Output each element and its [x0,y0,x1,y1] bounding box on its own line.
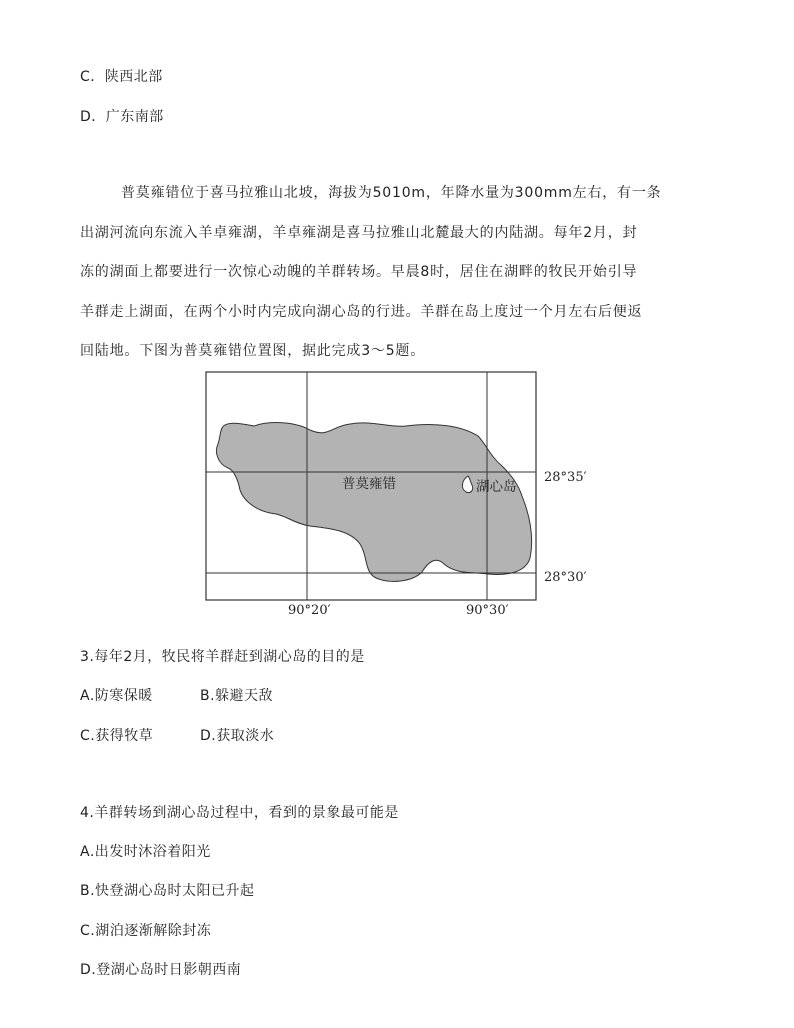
lake-label: 普莫雍错 [342,476,396,492]
question-4-option-d[interactable]: D.登湖心岛时日影朝西南 [80,962,242,978]
question-4-stem: 4.羊群转场到湖心岛过程中，看到的景象最可能是 [80,805,399,821]
longitude-label-90-30: 90°30′ [466,603,509,618]
longitude-label-90-20: 90°20′ [288,603,331,618]
passage [80,180,720,378]
question-3-options-row-1 [80,685,273,705]
passage-line-3: 冻的湖面上都要进行一次惊心动魄的羊群转场。早晨8时，居住在湖畔的牧民开始引导 [80,264,638,280]
question-4-option-c[interactable]: C.湖泊逐渐解除封冻 [80,923,212,939]
question-3-option-c[interactable]: C.获得牧草 [80,728,154,744]
passage-line-1: 普莫雍错位于喜马拉雅山北坡，海拔为5010m，年降水量为300mm左右，有一条 [121,185,662,201]
location-map [200,366,587,620]
latitude-label-28-30: 28°30′ [544,570,587,585]
question-3-options-row-2 [80,725,274,745]
passage-line-5: 回陆地。下图为普莫雍错位置图，据此完成3～5题。 [80,343,426,359]
question-3-option-b[interactable]: B.躲避天敌 [200,688,274,704]
option-d: D．广东南部 [80,109,164,125]
lake-shape [216,423,531,582]
question-3-option-d[interactable]: D.获取淡水 [200,728,275,744]
question-4-option-a[interactable]: A.出发时沐浴着阳光 [80,844,211,860]
passage-line-2: 出湖河流向东流入羊卓雍湖，羊卓雍湖是喜马拉雅山北麓最大的内陆湖。每年2月，封 [80,224,638,241]
option-c: C．陕西北部 [80,69,163,85]
question-4-option-b[interactable]: B.快登湖心岛时太阳已升起 [80,883,255,899]
passage-line-4: 羊群走上湖面，在两个小时内完成向湖心岛的行进。羊群在岛上度过一个月左右后便返 [80,303,643,320]
question-3-stem: 3.每年2月，牧民将羊群赶到湖心岛的目的是 [80,649,365,665]
question-3-option-a[interactable]: A.防寒保暖 [80,688,153,704]
island-label: 湖心岛 [476,479,517,495]
latitude-label-28-35: 28°35′ [544,470,587,485]
